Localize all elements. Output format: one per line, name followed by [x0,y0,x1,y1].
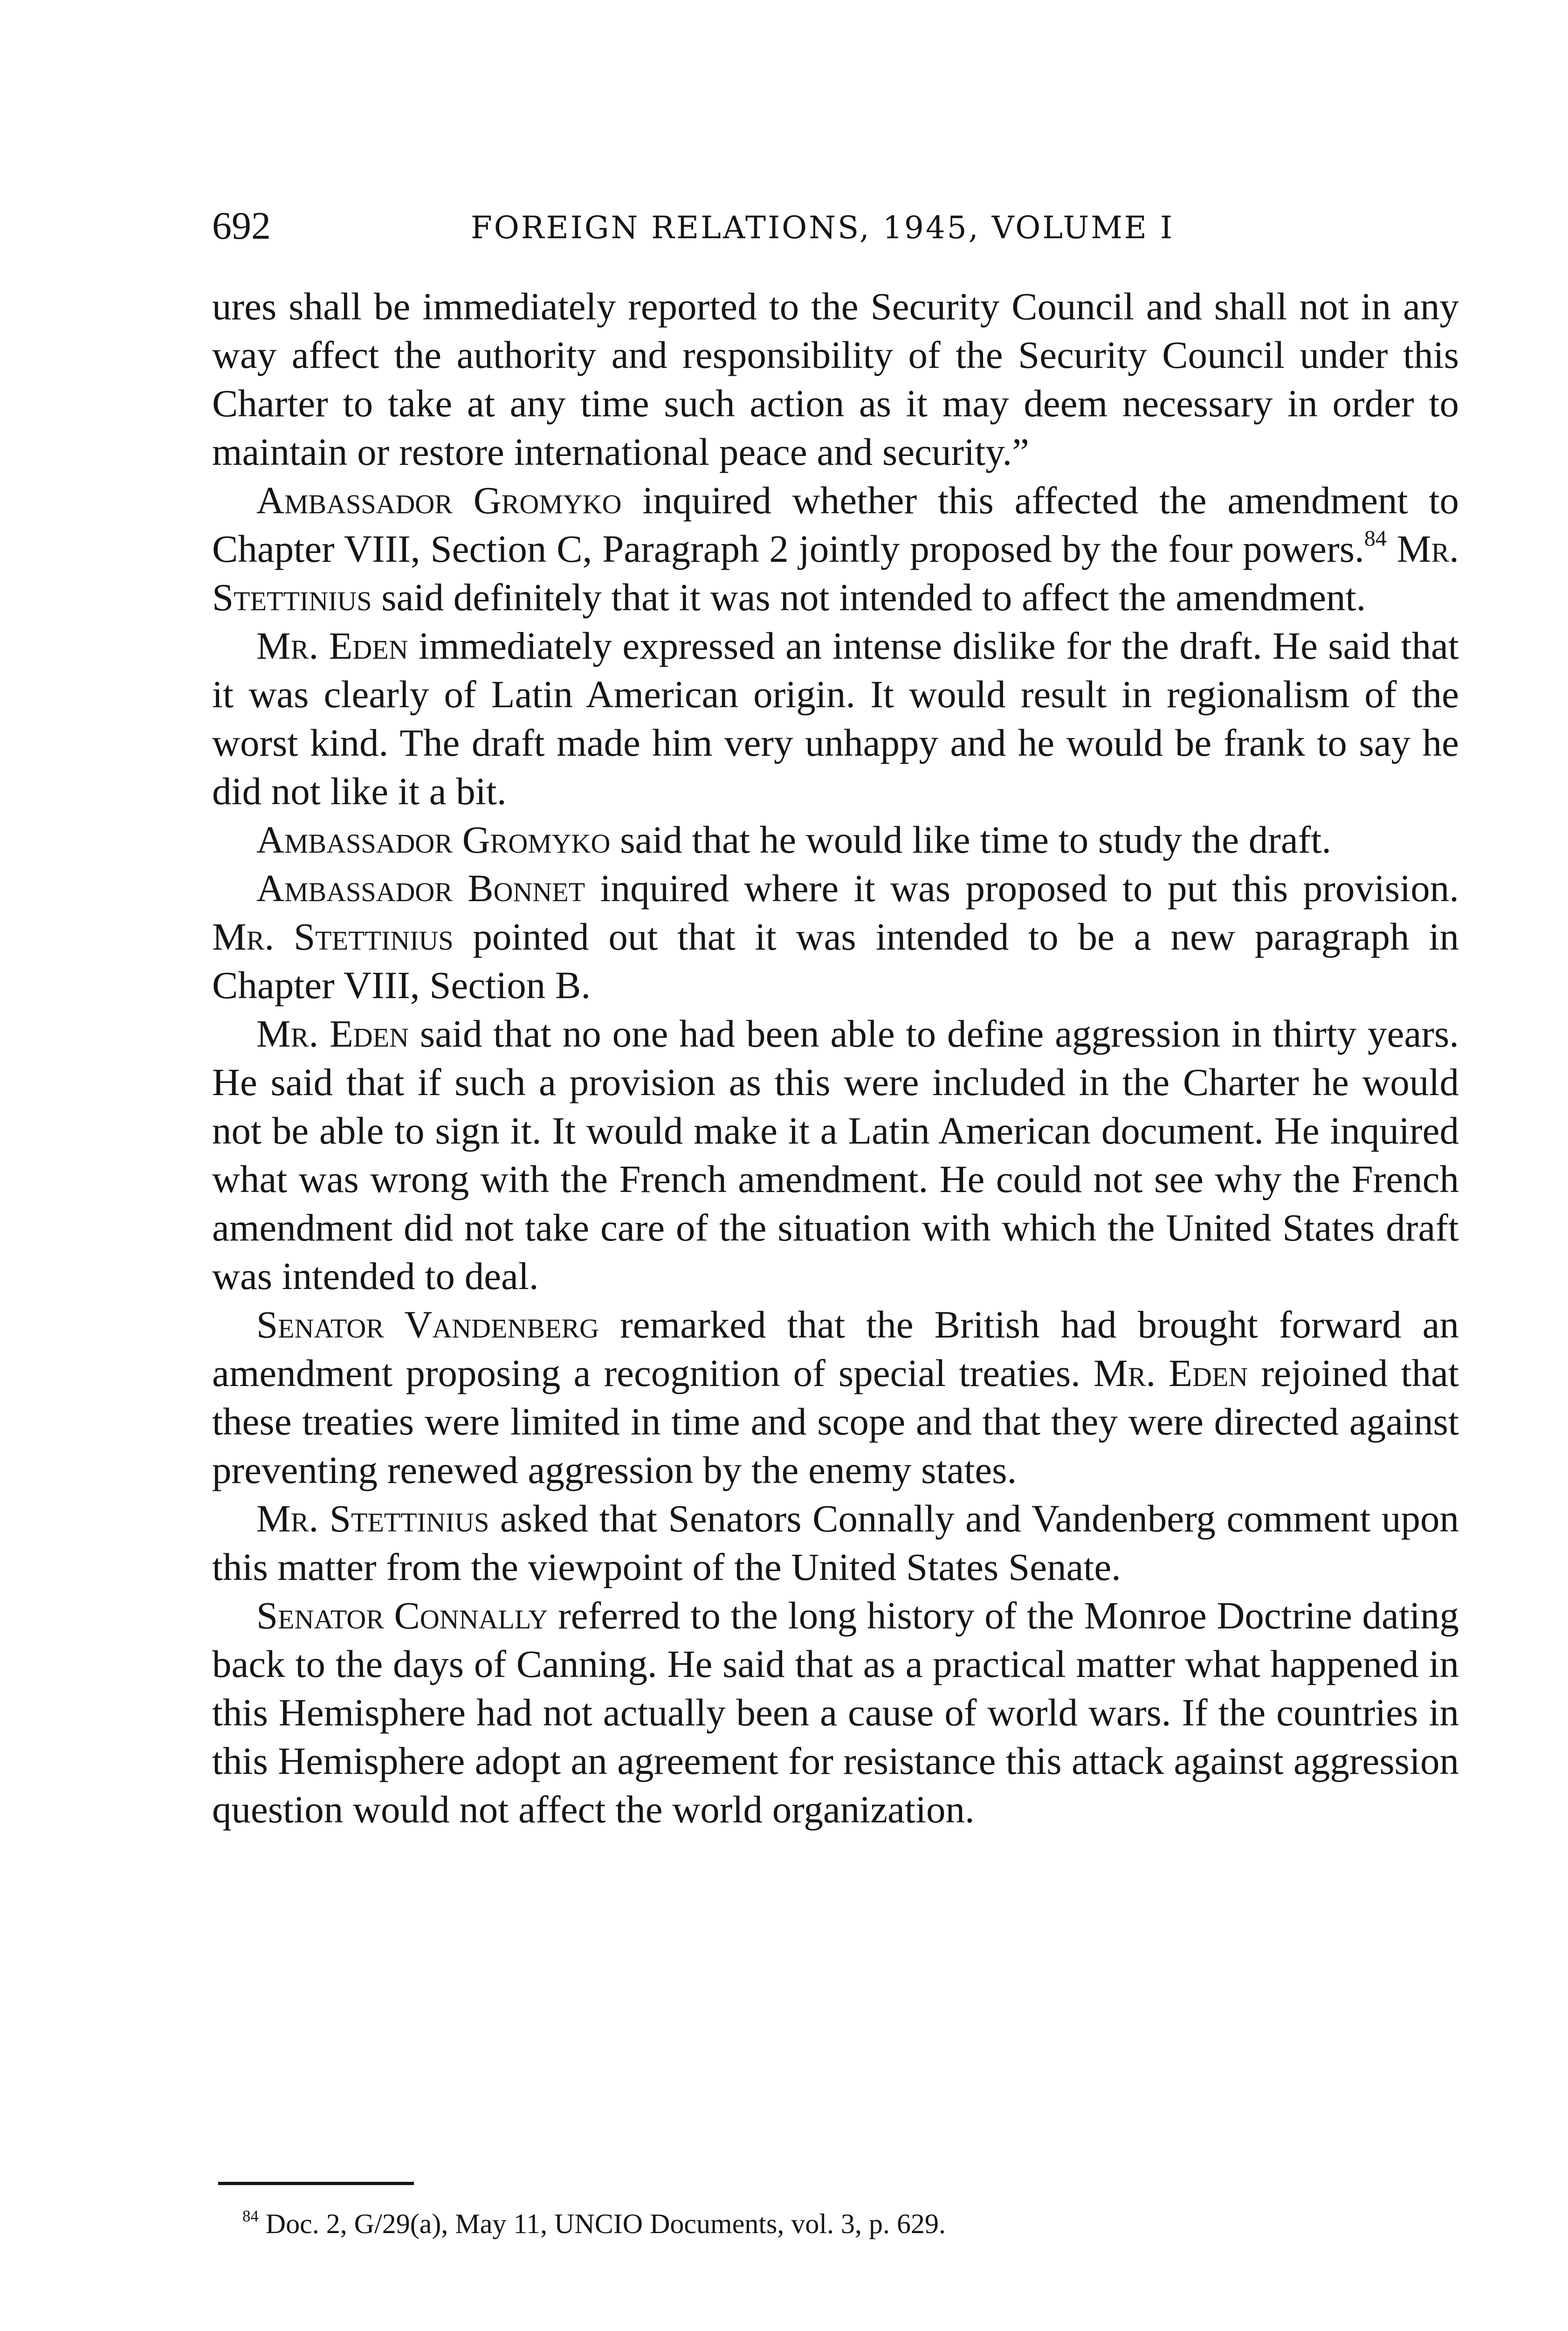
footnote-divider [218,2182,414,2185]
speaker-name: Mr. Eden [256,1012,409,1055]
paragraph-gromyko-study: Ambassador Gromyko said that he would like time to study the draft. [256,818,1332,861]
footnote-marker: 84 [242,2207,259,2225]
paragraph-eden-dislike: Mr. Eden immediately expressed an intense dislike for the draft. He said that it was clearly of Latin American origin. It would result in regionalism of the worst kind. The draft made him very unhappy and he would be frank to say he did not like it a bit. [212,624,1459,813]
body-text [212,282,1459,1834]
footnote-reference: 84 [1364,526,1387,551]
speaker-name: Ambassador Bonnet [256,867,585,910]
speaker-name: Mr. Eden [256,624,408,667]
page-header [212,203,1471,259]
running-title: FOREIGN RELATIONS, 1945, VOLUME I [471,210,1175,246]
paragraph-connally-monroe: Senator Connally referred to the long history of the Monroe Doctrine dating back to the days of Canning. He said that as a practical matter what happened in this Hemisphere had not actually been a cause of world wars. If the countries in this Hemisphere adopt an agreement for resistance this attack against aggression question would not affect the world organization. [212,1594,1459,1831]
speaker-name: Senator Vandenberg [256,1303,599,1346]
speaker-name: Mr. Eden [1093,1352,1248,1394]
paragraph-eden-aggression: Mr. Eden said that no one had been able to define aggression in thirty years. He said that if such a provision as this were included in the Charter he would not be able to sign it. It would make it a Latin American document. He inquired what was wrong with the French amendment. He could not see why the French amendment did not take care of the situation with which the United States draft was intended to deal. [212,1012,1459,1297]
footnote [242,2205,1408,2242]
speaker-name: Senator Connally [256,1594,548,1637]
speaker-name: Ambassador Gromyko [256,818,611,861]
paragraph-continuation: ures shall be immediately reported to the Security Council and shall not in any way affect the authority and responsibility of the Security Council under this Charter to take at any time such action as it may deem necessary in order to maintain or restore international peace and security.” [212,285,1459,473]
paragraph-bonnet-inquiry: Ambassador Bonnet inquired where it was proposed to put this provision. Mr. Stettinius pointed out that it was intended to be a new paragraph in Chapter VIII, Section B. [212,867,1459,1007]
footnote-text: Doc. 2, G/29(a), May 11, UNCIO Documents, vol. 3, p. 629. [258,2208,946,2239]
speaker-name: Mr. Stettinius [212,915,454,958]
speaker-name: Mr. Stettinius [256,1497,489,1540]
page-number: 692 [212,204,271,248]
paragraph-gromyko-inquiry: Ambassador Gromyko inquired whether this affected the amendment to Chapter VIII, Section C, Paragraph 2 jointly proposed by the four powers.$^{84}$ Mr. Stettinius said definitely that it was not intended to affect the amendment. [212,479,1459,619]
paragraph-vandenberg-remark: Senator Vandenberg remarked that the British had brought forward an amendment proposing a recognition of special treaties. Mr. Eden rejoined that these treaties were limited in time and scope and that they were directed against preventing renewed aggression by the enemy states. [212,1303,1459,1491]
paragraph-stettinius-request: Mr. Stettinius asked that Senators Connally and Vandenberg comment upon this matter from the viewpoint of the United States Senate. [212,1497,1459,1588]
speaker-name: Mr. Stettinius [212,527,1459,619]
speaker-name: Ambassador Gromyko [256,479,622,522]
